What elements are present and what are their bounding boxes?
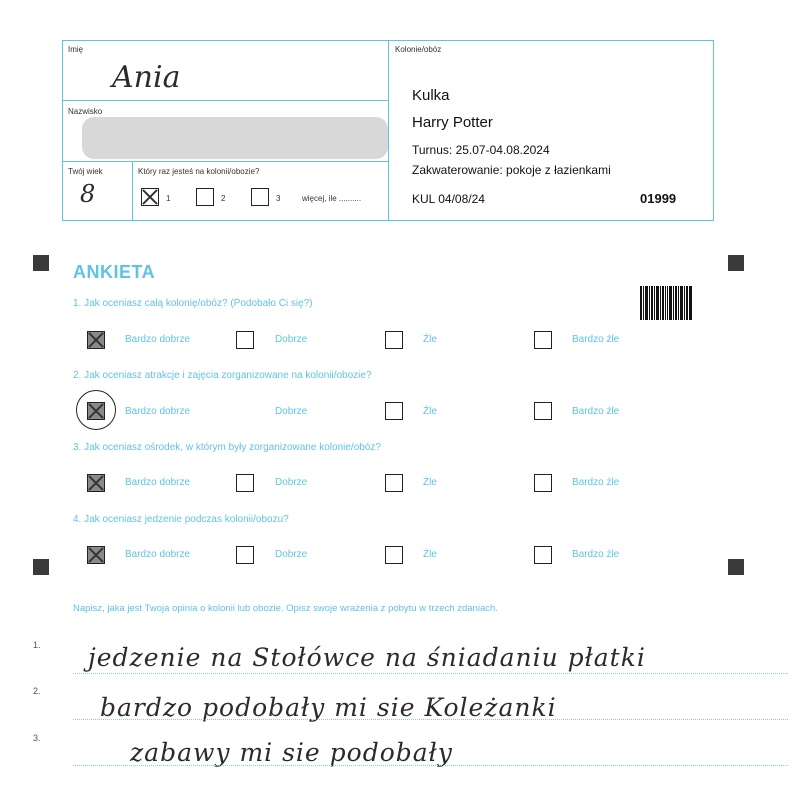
q4-option-bardzo-zle-checkbox[interactable] [534, 546, 552, 564]
form-number: 01999 [640, 191, 677, 206]
question-3-text: 3. Jak oceniasz ośrodek, w którym były zorganizowane kolonie/obóz? [73, 442, 381, 453]
opinion-line-2-text: bardzo podobały mi sie Koleżanki [100, 693, 557, 722]
registration-marker-bottom-right [728, 559, 744, 575]
imie-value: Ania [112, 60, 181, 95]
camp-theme: Harry Potter [412, 114, 493, 131]
survey-title: ANKIETA [73, 262, 156, 282]
surname-row-divider [62, 161, 388, 162]
q4-option-dobrze-label: Dobrze [275, 549, 308, 560]
q4-option-zle-checkbox[interactable] [385, 546, 403, 564]
ktory-raz-label: Który raz jesteś na kolonii/obozie? [138, 167, 260, 176]
q3-option-bardzo-dobrze-label: Bardzo dobrze [125, 477, 191, 488]
q2-option-bardzo-zle-label: Bardzo źle [572, 406, 620, 417]
wiek-label: Twój wiek [68, 167, 103, 176]
opinion-line-2[interactable] [73, 719, 788, 720]
registration-marker-top-left [33, 255, 49, 271]
q4-option-zle-label: Źle [423, 549, 437, 560]
visit-count-2-label: 2 [221, 194, 226, 203]
opinion-line-3[interactable] [73, 765, 788, 766]
camp-code: KUL 04/08/24 [412, 192, 485, 206]
camp-name: Kulka [412, 87, 450, 104]
q1-option-zle-label: Źle [423, 334, 437, 345]
visit-count-1-checkbox[interactable] [141, 188, 159, 206]
q2-option-zle-label: Źle [423, 406, 437, 417]
q2-option-zle-checkbox[interactable] [385, 402, 403, 420]
q2-option-bardzo-dobrze-checkbox[interactable] [87, 402, 105, 420]
q4-option-dobrze-checkbox[interactable] [236, 546, 254, 564]
q3-option-bardzo-dobrze-checkbox[interactable] [87, 474, 105, 492]
zakwaterowanie: Zakwaterowanie: pokoje z łazienkami [412, 163, 611, 177]
q2-option-dobrze-label: Dobrze [275, 406, 308, 417]
barcode [640, 286, 692, 320]
registration-marker-bottom-left [33, 559, 49, 575]
age-col-divider [132, 161, 133, 221]
registration-marker-top-right [728, 255, 744, 271]
name-row-divider [62, 100, 388, 101]
q1-option-dobrze-label: Dobrze [275, 334, 308, 345]
q4-option-bardzo-dobrze-checkbox[interactable] [87, 546, 105, 564]
q1-option-bardzo-dobrze-checkbox[interactable] [87, 331, 105, 349]
q3-option-dobrze-checkbox[interactable] [236, 474, 254, 492]
q3-option-zle-checkbox[interactable] [385, 474, 403, 492]
visit-count-3-label: 3 [276, 194, 281, 203]
opinion-line-1-text: jedzenie na Stołówce na śniadaniu płatki [88, 643, 646, 672]
visit-count-1-label: 1 [166, 194, 171, 203]
q4-option-bardzo-dobrze-label: Bardzo dobrze [125, 549, 191, 560]
q4-option-bardzo-zle-label: Bardzo źle [572, 549, 620, 560]
q3-option-bardzo-zle-label: Bardzo źle [572, 477, 620, 488]
question-4-text: 4. Jak oceniasz jedzenie podczas kolonii/obozu? [73, 514, 289, 525]
wiek-value: 8 [80, 180, 96, 208]
q1-option-bardzo-dobrze-label: Bardzo dobrze [125, 334, 191, 345]
q1-option-zle-checkbox[interactable] [385, 331, 403, 349]
redacted-surname [82, 117, 388, 159]
line-number-1: 1. [33, 640, 41, 650]
turnus-dates: Turnus: 25.07-04.08.2024 [412, 143, 550, 157]
line-number-2: 2. [33, 686, 41, 696]
visit-count-2-checkbox[interactable] [196, 188, 214, 206]
opinion-instruction: Napisz, jaka jest Twoja opinia o kolonii lub obozie. Opisz swoje wrażenia z pobytu w trzech zdaniach. [73, 603, 498, 614]
opinion-line-3-text: zabawy mi sie podobały [130, 738, 453, 767]
visit-count-3-checkbox[interactable] [251, 188, 269, 206]
wiecej-label: więcej, ile .......... [302, 194, 362, 203]
line-number-3: 3. [33, 733, 41, 743]
q1-option-bardzo-zle-checkbox[interactable] [534, 331, 552, 349]
q3-option-bardzo-zle-checkbox[interactable] [534, 474, 552, 492]
q3-option-zle-label: Źle [423, 477, 437, 488]
q2-option-bardzo-dobrze-label: Bardzo dobrze [125, 406, 191, 417]
q1-option-dobrze-checkbox[interactable] [236, 331, 254, 349]
imie-label: Imię [68, 45, 84, 54]
q2-option-bardzo-zle-checkbox[interactable] [534, 402, 552, 420]
question-1-text: 1. Jak oceniasz całą kolonię/obóz? (Podobało Ci się?) [73, 298, 313, 309]
question-2-text: 2. Jak oceniasz atrakcje i zajęcia zorganizowane na kolonii/obozie? [73, 370, 372, 381]
q1-option-bardzo-zle-label: Bardzo źle [572, 334, 620, 345]
header-divider [388, 40, 389, 221]
nazwisko-label: Nazwisko [68, 107, 103, 116]
opinion-line-1[interactable] [73, 673, 788, 674]
q3-option-dobrze-label: Dobrze [275, 477, 308, 488]
kolonie-label: Kolonie/obóz [395, 45, 442, 54]
